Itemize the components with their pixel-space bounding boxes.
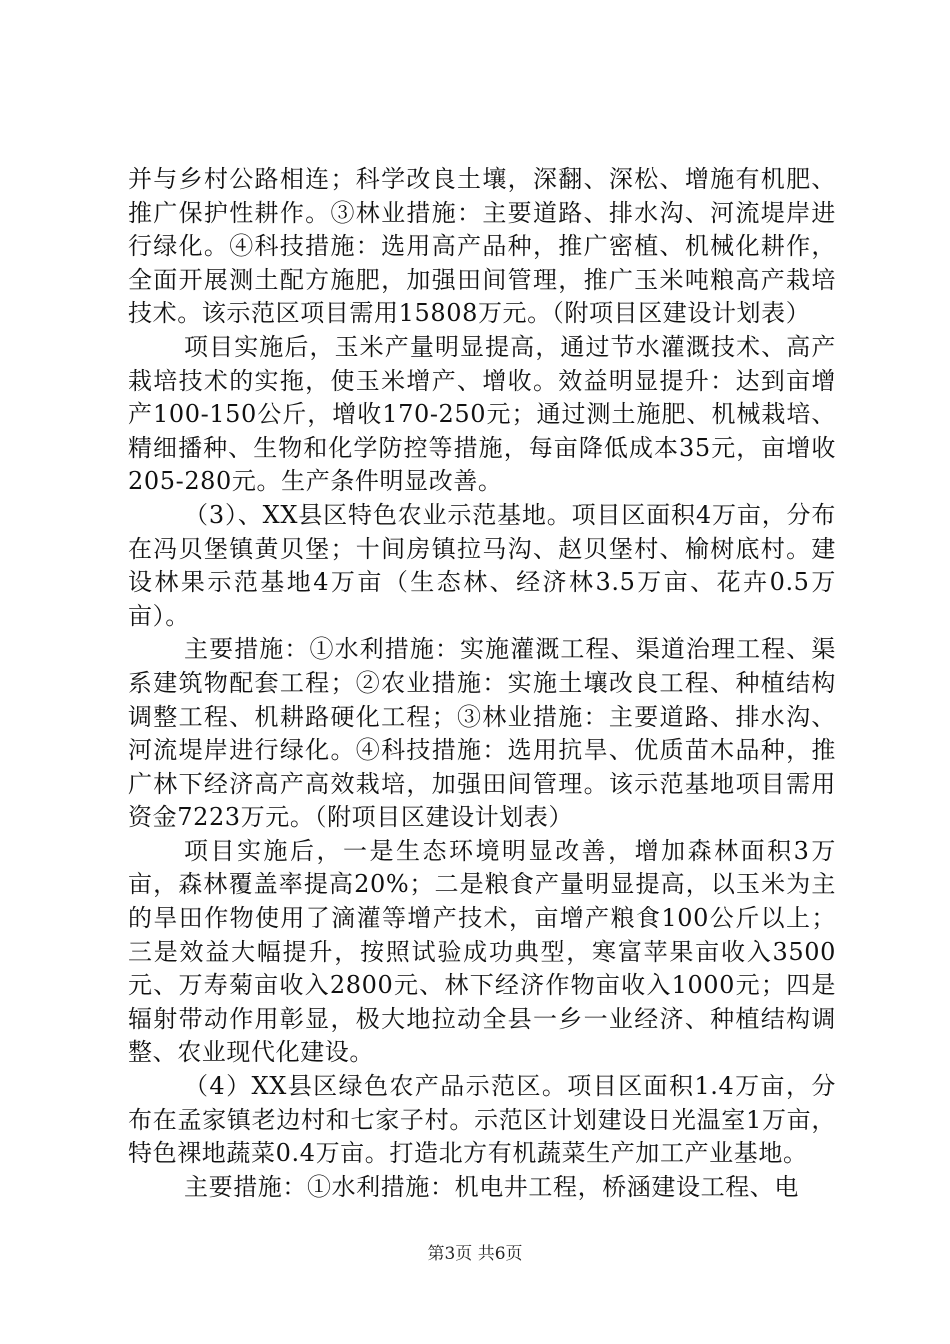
paragraph-2: 项目实施后，玉米产量明显提高，通过节水灌溉技术、高产栽培技术的实拖，使玉米增产、增收。效益明显提升：达到亩增产100-150公斤，增收170-250元；通过测土施肥、机械栽培、精细播种、生物和化学防控等措施，每亩降低成本35元，亩增收205-280元。生产条件明显改善。 xyxy=(128,332,836,496)
document-body xyxy=(128,163,836,1204)
page-number-footer: 第3页 共6页 xyxy=(427,1244,523,1264)
paragraph-6: （4）XX县区绿色农产品示范区。项目区面积1.4万亩，分布在孟家镇老边村和七家子村。示范区计划建设日光温室1万亩，特色裸地蔬菜0.4万亩。打造北方有机蔬菜生产加工产业基地。 xyxy=(128,1072,836,1168)
paragraph-4: 主要措施：①水利措施：实施灌溉工程、渠道治理工程、渠系建筑物配套工程；②农业措施：实施土壤改良工程、种植结构调整工程、机耕路硬化工程；③林业措施：主要道路、排水沟、河流堤岸进行绿化。④科技措施：选用抗旱、优质苗木品种，推广林下经济高产高效栽培，加强田间管理。该示范基地项目需用资金7223万元。（附项目区建设计划表） xyxy=(128,635,836,832)
paragraph-3: （3）、XX县区特色农业示范基地。项目区面积4万亩，分布在冯贝堡镇黄贝堡；十间房镇拉马沟、赵贝堡村、榆树底村。建设林果示范基地4万亩（生态林、经济林3.5万亩、花卉0.5万亩）。 xyxy=(128,500,836,630)
paragraph-1: 并与乡村公路相连；科学改良土壤，深翻、深松、增施有机肥、推广保护性耕作。③林业措施：主要道路、排水沟、河流堤岸进行绿化。④科技措施：选用高产品种，推广密植、机械化耕作，全面开展测土配方施肥，加强田间管理，推广玉米吨粮高产栽培技术。该示范区项目需用15808万元。（附项目区建设计划表） xyxy=(128,165,836,328)
paragraph-5: 项目实施后，一是生态环境明显改善，增加森林面积3万亩，森林覆盖率提高20%；二是粮食产量明显提高，以玉米为主的旱田作物使用了滴灌等增产技术，亩增产粮食100公斤以上；三是效益大幅提升，按照试验成功典型，寒富苹果亩收入3500元、万寿菊亩收入2800元、林下经济作物亩收入1000元；四是辐射带动作用彰显，极大地拉动全县一乡一业经济、种植结构调整、农业现代化建设。 xyxy=(128,836,836,1067)
paragraph-7: 主要措施：①水利措施：机电井工程，桥涵建设工程、电 xyxy=(184,1172,799,1201)
